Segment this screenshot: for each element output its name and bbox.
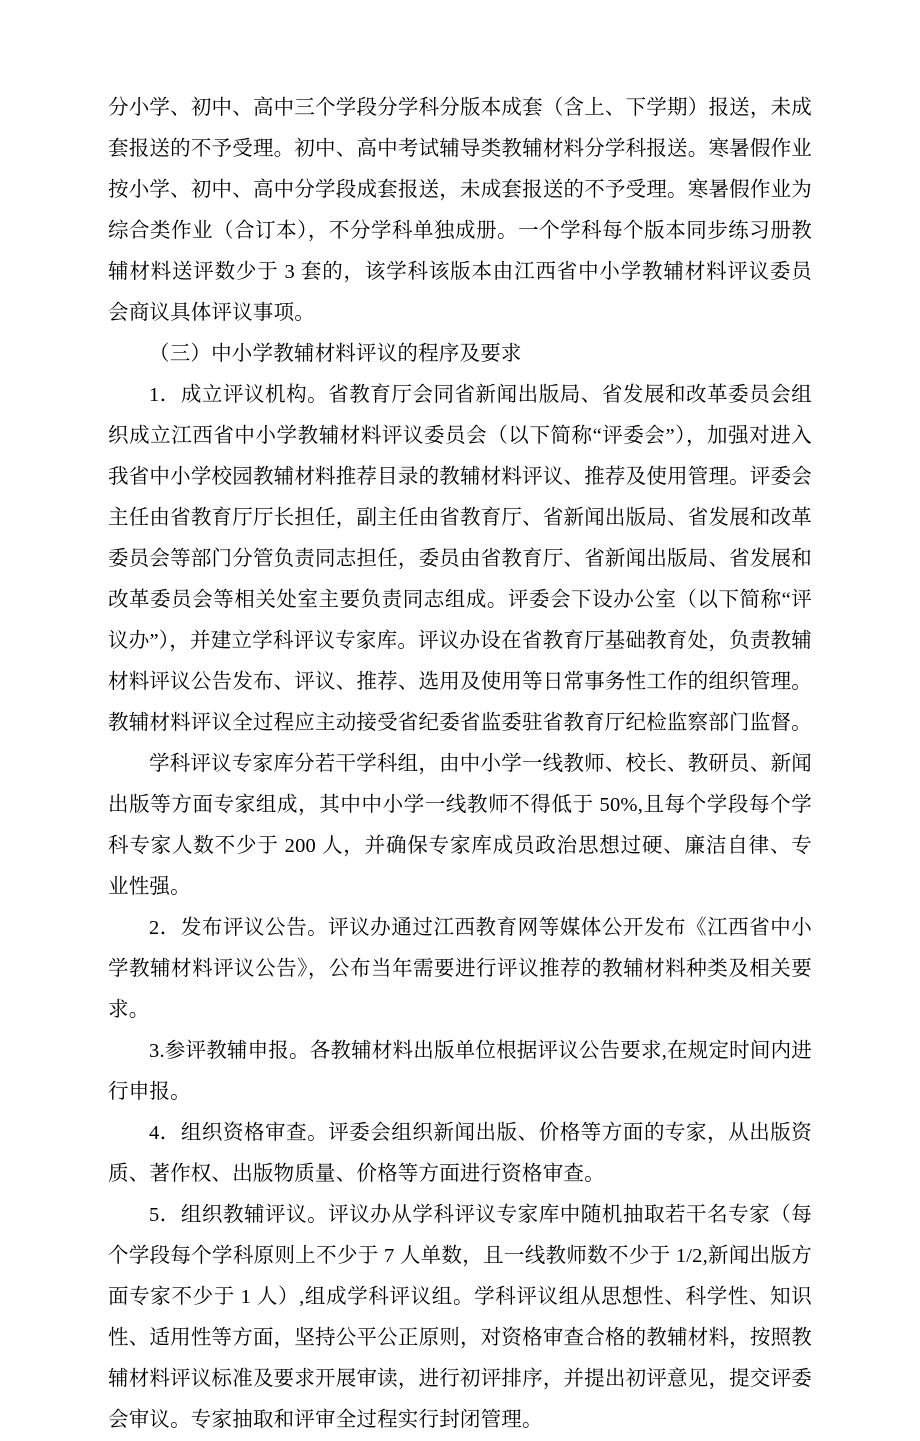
paragraph-item-5: 5．组织教辅评议。评议办从学科评议专家库中随机抽取若干名专家（每个学段每个学科原则上不少于 7 人单数，且一线教师数不少于 1/2,新闻出版方面专家不少于 1 人）,组成学科评议组。学科评议组从思想性、科学性、知识性、适用性等方面，坚持公平公正原则，对资格审查合格的教辅材料，按照教辅材料评议标准及要求开展审读，进行初评排序，并提出初评意见，提交评委会审议。专家抽取和评审全过程实行封闭管理。 [108, 1204, 812, 1431]
paragraph-expert-pool: 学科评议专家库分若干学科组，由中小学一线教师、校长、教研员、新闻出版等方面专家组成，其中中小学一线教师不得低于 50%,且每个学段每个学科专家人数不少于 200 人，并确保专家库成员政治思想过硬、廉洁自律、专业性强。 [108, 753, 812, 898]
paragraph-section-heading: （三）中小学教辅材料评议的程序及要求 [149, 343, 522, 365]
paragraph-continuation: 分小学、初中、高中三个学段分学科分版本成套（含上、下学期）报送，未成套报送的不予受理。初中、高中考试辅导类教辅材料分学科报送。寒暑假作业按小学、初中、高中分学段成套报送，未成套报送的不予受理。寒暑假作业为综合类作业（合订本），不分学科单独成册。一个学科每个版本同步练习册教辅材料送评数少于 3 套的，该学科该版本由江西省中小学教辅材料评议委员会商议具体评议事项。 [108, 97, 812, 324]
paragraph-item-1: 1．成立评议机构。省教育厅会同省新闻出版局、省发展和改革委员会组织成立江西省中小学教辅材料评议委员会（以下简称“评委会”），加强对进入我省中小学校园教辅材料推荐目录的教辅材料评议、推荐及使用管理。评委会主任由省教育厅厅长担任，副主任由省教育厅、省新闻出版局、省发展和改革委员会等部门分管负责同志担任，委员由省教育厅、省新闻出版局、省发展和改革委员会等相关处室主要负责同志组成。评委会下设办公室（以下简称“评议办”），并建立学科评议专家库。评议办设在省教育厅基础教育处，负责教辅材料评议公告发布、评议、推荐、选用及使用等日常事务性工作的组织管理。教辅材料评议全过程应主动接受省纪委省监委驻省教育厅纪检监察部门监督。 [108, 384, 812, 734]
paragraph-item-2: 2．发布评议公告。评议办通过江西教育网等媒体公开发布《江西省中小学教辅材料评议公告》，公布当年需要进行评议推荐的教辅材料种类及相关要求。 [108, 917, 812, 1021]
paragraph-item-4: 4．组织资格审查。评委会组织新闻出版、价格等方面的专家，从出版资质、著作权、出版物质量、价格等方面进行资格审查。 [108, 1122, 812, 1185]
paragraph-item-3: 3.参评教辅申报。各教辅材料出版单位根据评议公告要求,在规定时间内进行申报。 [108, 1040, 812, 1103]
document-body [108, 88, 812, 1441]
